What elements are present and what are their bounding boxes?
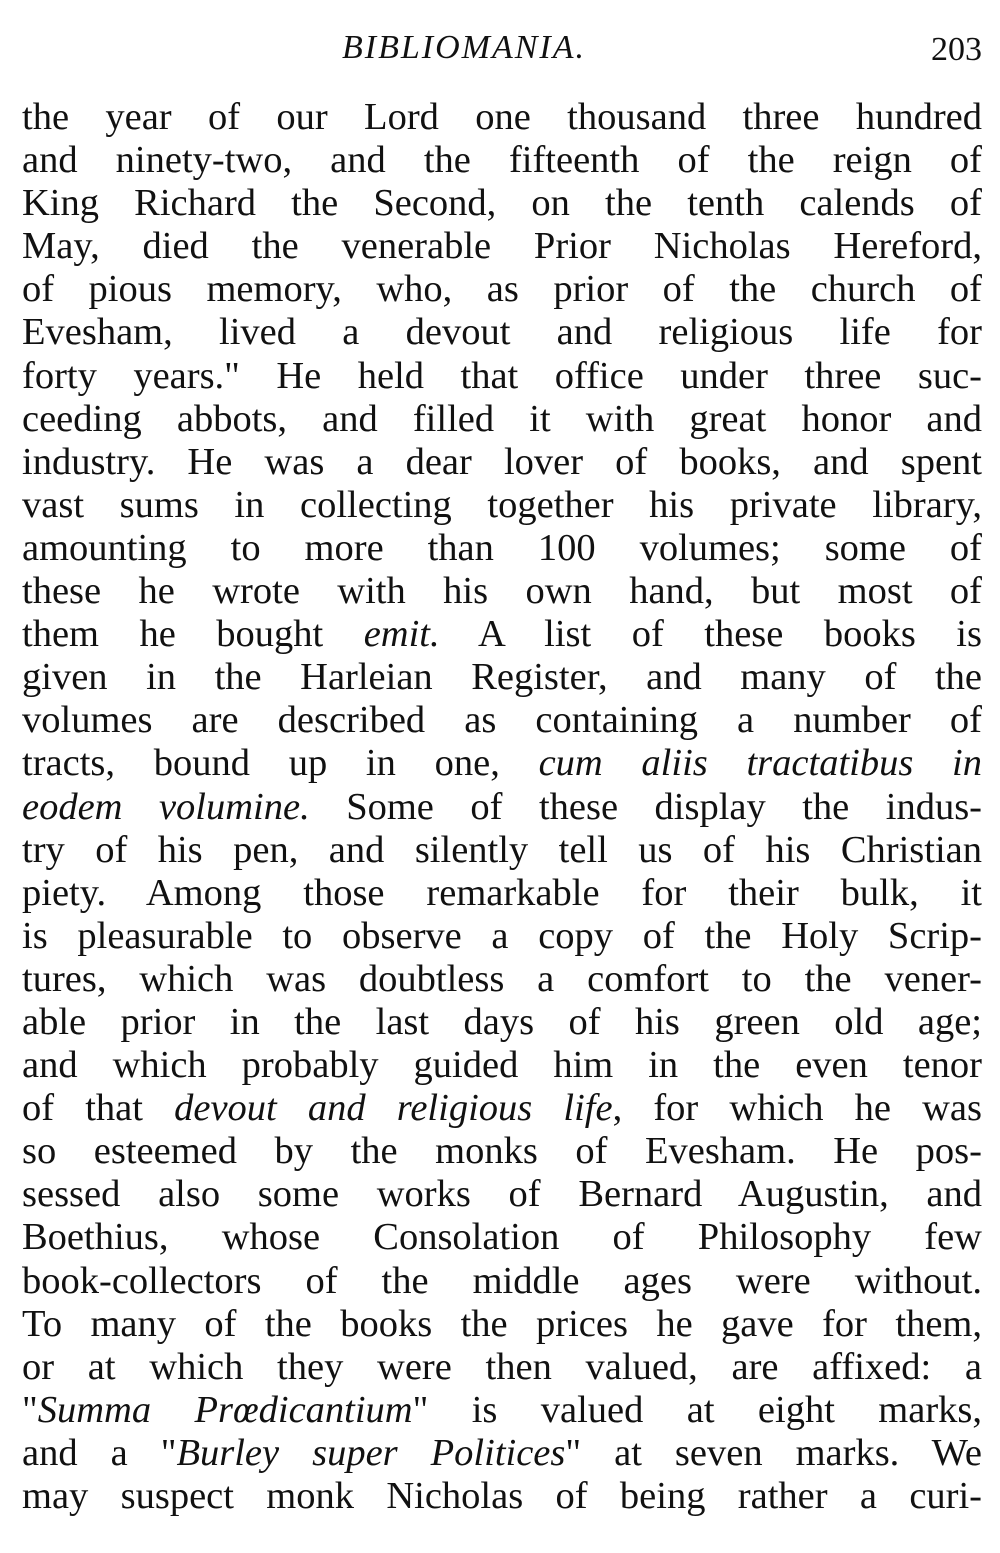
text-segment: King Richard the Second, on the tenth calends of <box>22 182 982 225</box>
text-segment: so esteemed by the monks of Evesham. He pos- <box>22 1130 982 1173</box>
text-line <box>22 1001 982 1044</box>
text-segment: and ninety-two, and the fifteenth of the reign of <box>22 139 982 182</box>
text-line <box>22 1130 982 1173</box>
text-segment: tracts, bound up in one, <box>22 742 539 785</box>
text-segment: vast sums in collecting together his private library, <box>22 483 982 526</box>
page-number: 203 <box>931 31 982 68</box>
text-segment: the year of our Lord one thousand three hundred <box>22 96 982 138</box>
text-line <box>22 139 982 182</box>
text-line <box>22 1216 982 1259</box>
text-segment: forty years." He held that office under three suc- <box>22 354 982 397</box>
text-segment: May, died the venerable Prior Nicholas Hereford, <box>22 225 982 268</box>
text-segment: try of his pen, and silently tell us of his Christian <box>22 828 982 871</box>
text-line <box>22 1044 982 1087</box>
italic-text-segment: Summa Prœdicantium <box>37 1388 413 1431</box>
text-segment: is pleasurable to observe a copy of the Holy Scrip- <box>22 914 982 957</box>
text-line <box>22 484 982 527</box>
text-line <box>22 742 982 785</box>
text-line <box>22 872 982 915</box>
text-line <box>22 398 982 441</box>
text-line <box>22 1173 982 1216</box>
text-line <box>22 1475 982 1518</box>
text-segment: given in the Harleian Register, and many of the <box>22 656 982 699</box>
body-text <box>22 96 982 1518</box>
text-line <box>22 958 982 1001</box>
text-line <box>22 656 982 699</box>
text-segment: tures, which was doubtless a comfort to the vener- <box>22 957 982 1000</box>
text-segment: these he wrote with his own hand, but most of <box>22 570 982 613</box>
text-segment: of that <box>22 1087 175 1130</box>
text-segment: them he bought <box>22 613 364 656</box>
text-line <box>22 355 982 398</box>
text-segment: Boethius, whose Consolation of Philosophy few <box>22 1216 982 1259</box>
text-line <box>22 1432 982 1475</box>
text-segment: A list of these books is <box>439 613 982 656</box>
text-line <box>22 1303 982 1346</box>
running-head <box>0 26 1000 70</box>
text-line <box>22 225 982 268</box>
text-segment: piety. Among those remarkable for their bulk, it <box>22 871 982 914</box>
italic-text-segment: cum aliis tractatibus in <box>538 742 982 785</box>
text-line <box>22 915 982 958</box>
text-segment: and which probably guided him in the even tenor <box>22 1044 982 1087</box>
text-segment: sessed also some works of Bernard Augustin, and <box>22 1173 982 1216</box>
italic-text-segment: Burley super Politices <box>176 1431 566 1474</box>
text-line <box>22 829 982 872</box>
text-segment: ceeding abbots, and filled it with great honor and <box>22 397 982 440</box>
text-line <box>22 1260 982 1303</box>
text-segment: amounting to more than 100 volumes; some of <box>22 526 982 569</box>
text-line <box>22 268 982 311</box>
italic-text-segment: devout and religious life <box>174 1087 613 1130</box>
text-segment: Some of these display the indus- <box>309 785 982 828</box>
text-segment: volumes are described as containing a number of <box>22 699 982 742</box>
italic-text-segment: eodem volumine. <box>22 785 310 828</box>
running-title: BIBLIOMANIA. <box>342 29 587 66</box>
text-line <box>22 1346 982 1389</box>
text-line <box>22 527 982 570</box>
text-segment: To many of the books the prices he gave for them, <box>22 1302 982 1345</box>
text-segment: book-collectors of the middle ages were without. <box>22 1259 982 1302</box>
text-line <box>22 699 982 742</box>
text-segment: Evesham, lived a devout and religious life for <box>22 311 982 354</box>
italic-text-segment: emit. <box>363 613 440 656</box>
text-segment: industry. He was a dear lover of books, and spent <box>22 440 982 483</box>
text-line <box>22 1087 982 1130</box>
text-segment: " <box>22 1388 38 1431</box>
text-segment: " is valued at eight marks, <box>412 1388 982 1431</box>
text-line <box>22 570 982 613</box>
text-line <box>22 441 982 484</box>
text-segment: of pious memory, who, as prior of the church of <box>22 268 982 311</box>
text-line <box>22 182 982 225</box>
text-line <box>22 96 982 139</box>
text-line <box>22 311 982 354</box>
text-line <box>22 1389 982 1432</box>
text-segment: able prior in the last days of his green old age; <box>22 1000 982 1043</box>
text-segment: or at which they were then valued, are affixed: a <box>22 1345 982 1388</box>
text-segment: and a " <box>22 1431 177 1474</box>
text-line <box>22 786 982 829</box>
text-segment: " at seven marks. We <box>565 1431 982 1474</box>
text-segment: may suspect monk Nicholas of being rather a curi- <box>22 1475 982 1517</box>
text-segment: , for which he was <box>612 1087 982 1130</box>
text-line <box>22 613 982 656</box>
